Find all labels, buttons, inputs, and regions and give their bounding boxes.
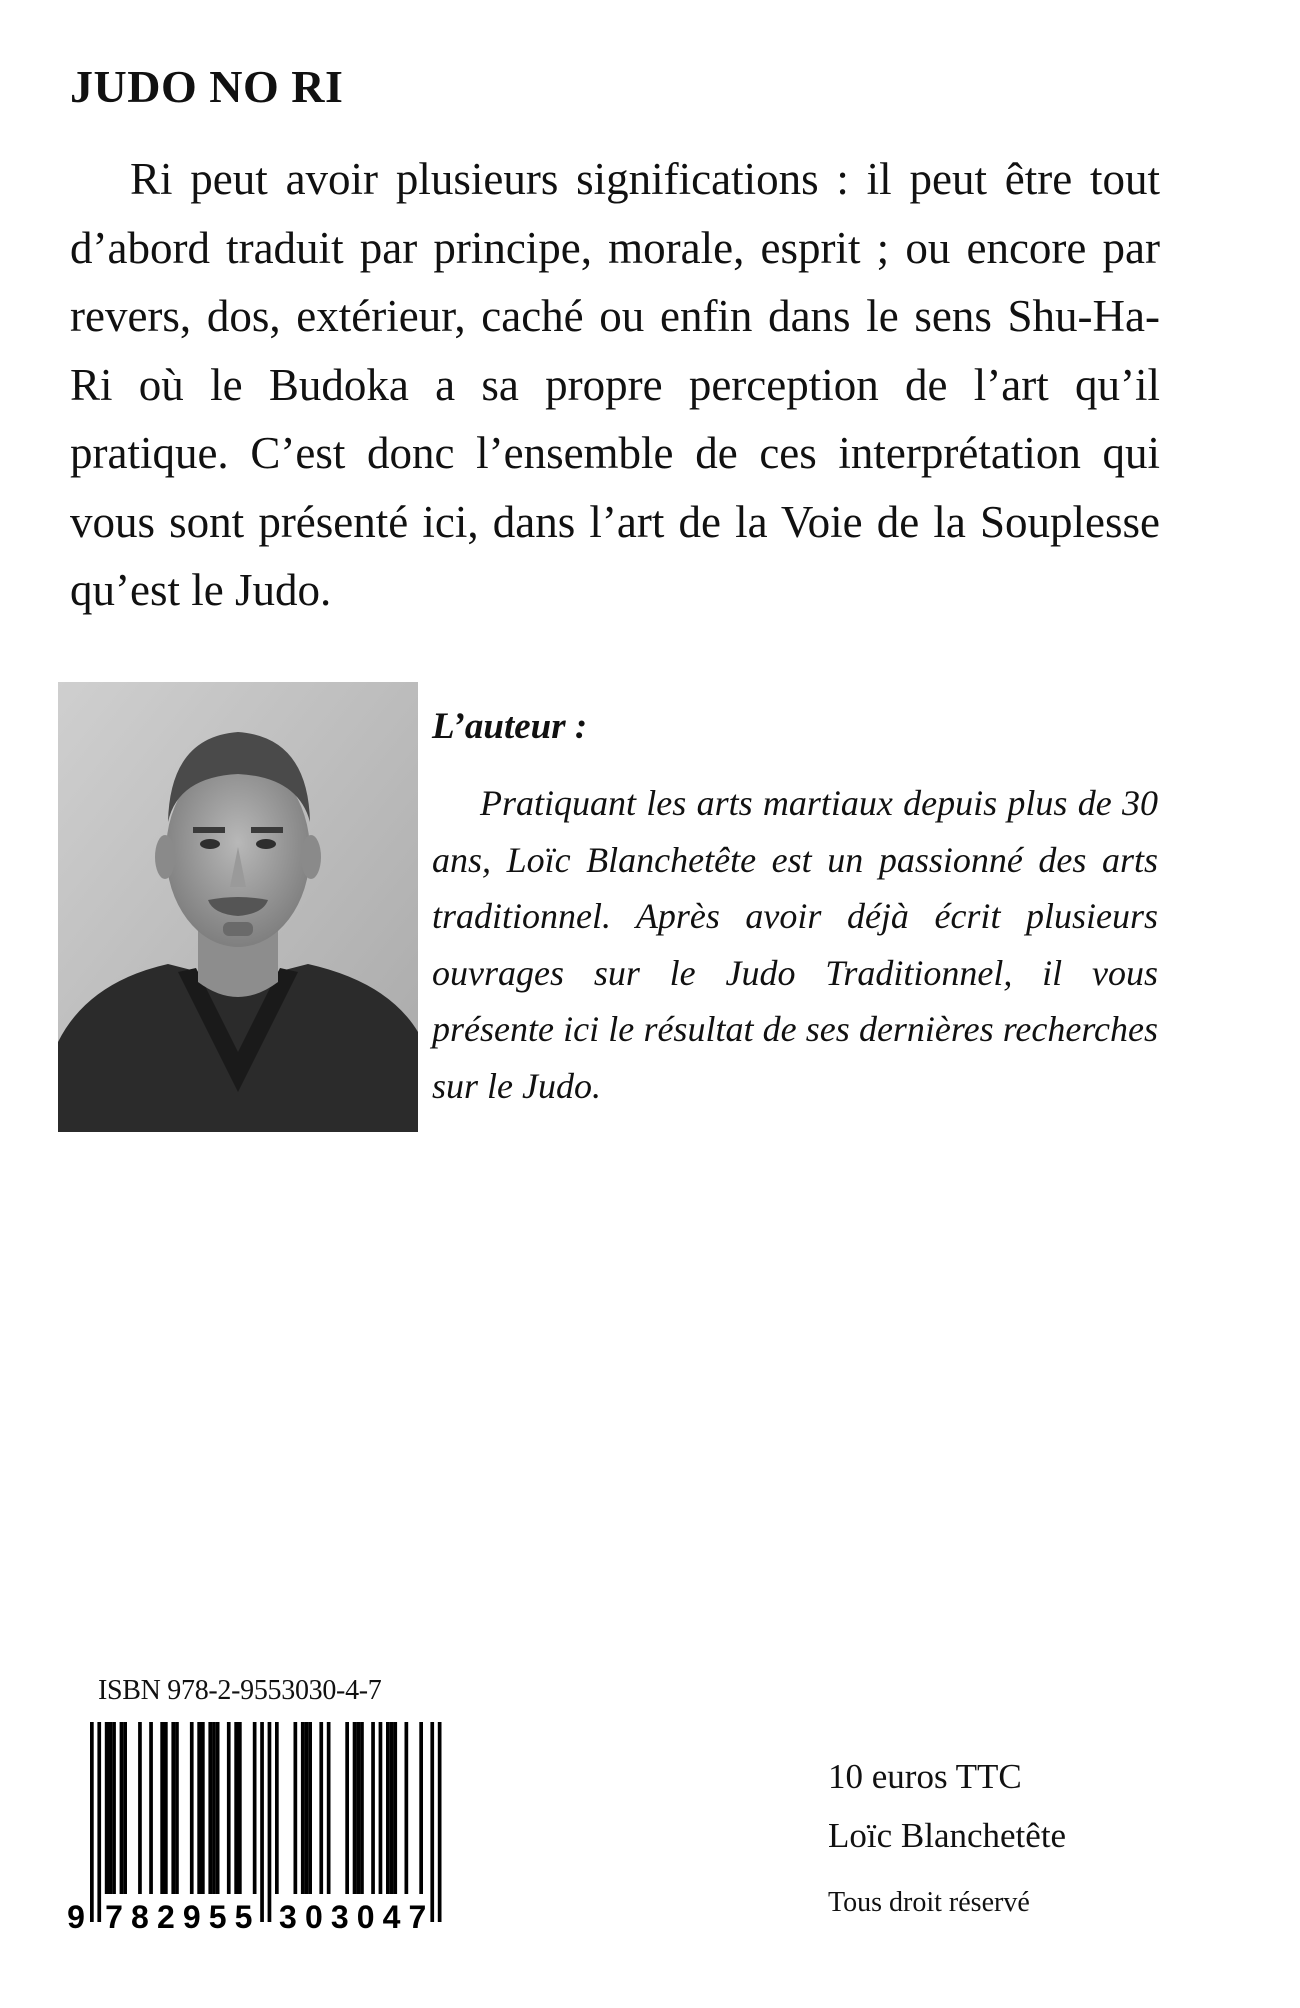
rights-notice: Tous droit réservé bbox=[828, 1887, 1030, 1918]
barcode-digit: 5 bbox=[234, 1899, 253, 1935]
barcode-bar bbox=[430, 1722, 434, 1922]
barcode-bar bbox=[190, 1722, 194, 1894]
barcode-bar bbox=[353, 1722, 357, 1894]
barcode-bar bbox=[305, 1722, 309, 1894]
barcode-bar bbox=[438, 1722, 442, 1922]
barcode-bar bbox=[160, 1722, 164, 1894]
barcode-bar bbox=[90, 1722, 94, 1922]
barcode-bar bbox=[386, 1722, 390, 1894]
barcode-bar bbox=[109, 1722, 113, 1894]
author-bio: Pratiquant les arts martiaux depuis plus de 30 ans, Loïc Blanchetête est un passionné des arts traditionnel. Après avoir déjà écrit plusieurs ouvrages sur le Judo Traditionnel, il vous présente ici le résultat de ses dernières recherches sur le Judo. bbox=[432, 783, 1158, 1106]
barcode-bar bbox=[393, 1722, 397, 1894]
book-title: JUDO NO RI bbox=[70, 61, 344, 112]
barcode-bar bbox=[379, 1722, 383, 1894]
barcode-digit: 2 bbox=[156, 1899, 175, 1935]
barcode-bar bbox=[227, 1722, 231, 1894]
barcode-bar bbox=[371, 1722, 375, 1894]
barcode-digit: 5 bbox=[208, 1899, 227, 1935]
barcode-bar bbox=[164, 1722, 168, 1894]
barcode-bar bbox=[390, 1722, 394, 1894]
barcode-bar bbox=[268, 1722, 272, 1922]
barcode-bar bbox=[405, 1722, 409, 1894]
barcode-bar bbox=[360, 1722, 364, 1894]
barcode-bar bbox=[171, 1722, 175, 1894]
barcode-bar bbox=[345, 1722, 349, 1894]
author-photo bbox=[58, 682, 418, 1132]
barcode-digit: 3 bbox=[279, 1899, 297, 1935]
barcode-bar bbox=[275, 1722, 279, 1894]
barcode-bar bbox=[234, 1722, 238, 1894]
price-label: 10 euros TTC bbox=[828, 1757, 1022, 1796]
barcode-bar bbox=[419, 1722, 423, 1894]
isbn-label: ISBN 978-2-9553030-4-7 bbox=[98, 1675, 382, 1706]
barcode-bar bbox=[120, 1722, 124, 1894]
author-name: Loïc Blanchetête bbox=[828, 1816, 1067, 1855]
barcode-bar bbox=[123, 1722, 127, 1894]
barcode-bar bbox=[208, 1722, 212, 1894]
barcode-digit: 3 bbox=[330, 1899, 349, 1935]
barcode-digit: 0 bbox=[304, 1899, 323, 1935]
barcode-bar bbox=[138, 1722, 142, 1894]
barcode-bar bbox=[238, 1722, 242, 1894]
barcode-bar bbox=[327, 1722, 331, 1894]
barcode-bar bbox=[149, 1722, 153, 1894]
barcode-bar bbox=[212, 1722, 216, 1894]
barcode-digit: 9 bbox=[182, 1899, 201, 1935]
barcode-bar bbox=[260, 1722, 264, 1922]
barcode-digit: 7 bbox=[105, 1899, 123, 1935]
isbn-barcode bbox=[66, 1722, 450, 1936]
barcode-digit: 8 bbox=[131, 1899, 149, 1935]
barcode-digit: 0 bbox=[356, 1899, 375, 1935]
barcode-digit: 9 bbox=[67, 1899, 85, 1935]
barcode-bar bbox=[216, 1722, 220, 1894]
barcode-bar bbox=[197, 1722, 201, 1894]
barcode-bar bbox=[201, 1722, 205, 1894]
barcode-bar bbox=[319, 1722, 323, 1894]
barcode-bar bbox=[356, 1722, 360, 1894]
barcode-digit: 7 bbox=[408, 1899, 427, 1935]
barcode-bar bbox=[294, 1722, 298, 1894]
barcode-bar bbox=[253, 1722, 257, 1894]
barcode-bar bbox=[301, 1722, 305, 1894]
barcode-bar bbox=[308, 1722, 312, 1894]
barcode-bar bbox=[105, 1722, 109, 1894]
barcode-bar bbox=[175, 1722, 179, 1894]
barcode-digit: 4 bbox=[382, 1899, 401, 1935]
intro-paragraph: Ri peut avoir plusieurs significations : il peut être tout d’abord traduit par principe, morale, esprit ; ou encore par revers, dos, extérieur, caché ou enfin dans le sens Shu-Ha-Ri où le Budoka a sa propre perception de l’art qu’il pratique. C’est donc l’ensemble de ces interprétation qui vous sont présenté ici, dans l’art de la Voie de la Souplesse qu’est le Judo. bbox=[70, 154, 1160, 615]
barcode-bar bbox=[112, 1722, 116, 1894]
barcode-bar bbox=[97, 1722, 101, 1922]
author-heading: L’auteur : bbox=[432, 706, 588, 747]
